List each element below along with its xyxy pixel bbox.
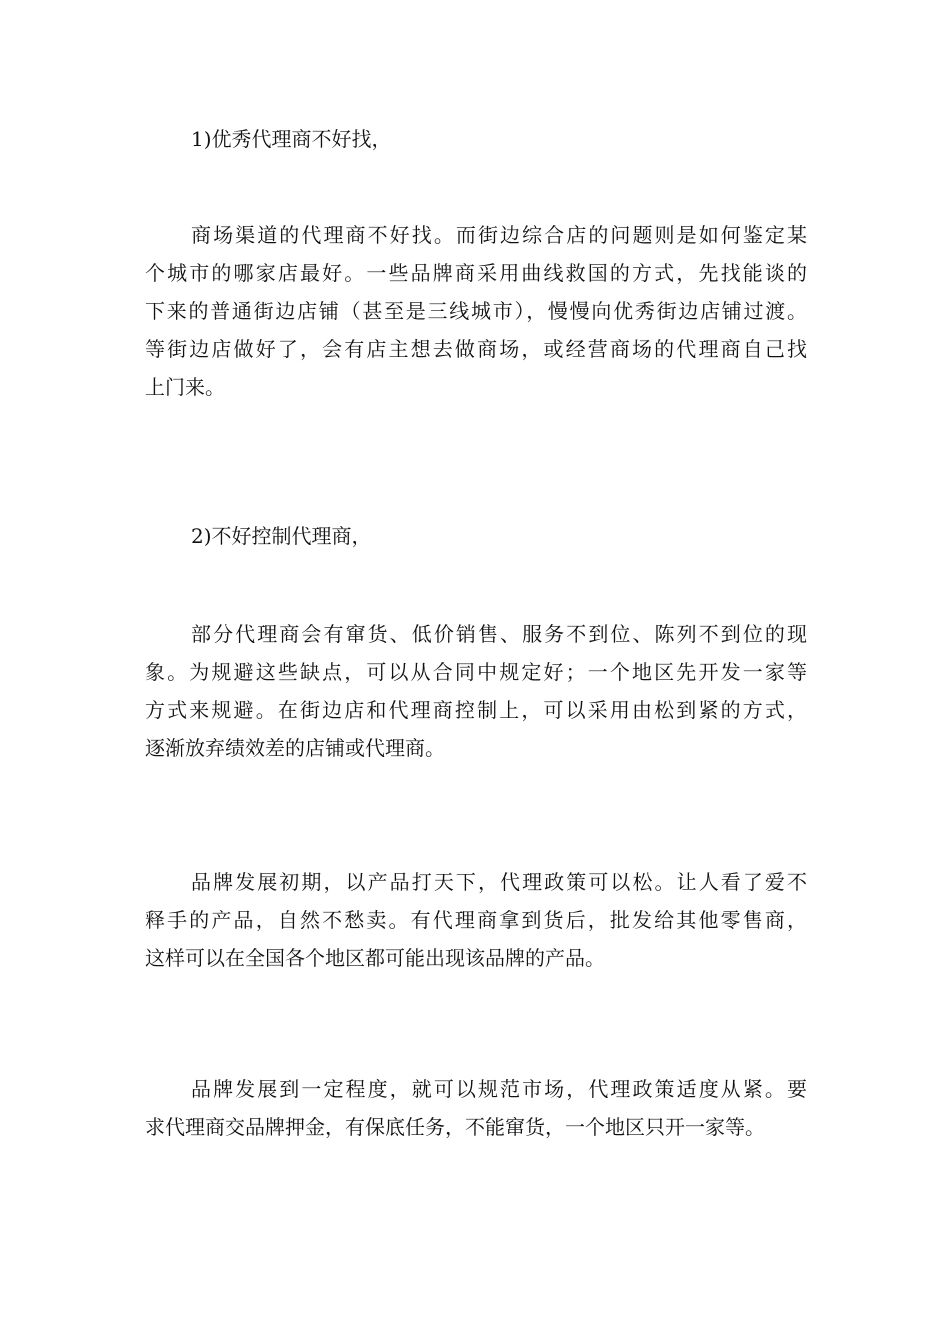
paragraph-line: 个城市的哪家店最好。一些品牌商采用曲线救国的方式，先找能谈的 (145, 261, 807, 285)
paragraph-line: 释手的产品，自然不愁卖。有代理商拿到货后，批发给其他零售商， (145, 908, 807, 932)
paragraph-line: 求代理商交品牌押金，有保底任务，不能窜货，一个地区只开一家等。 (145, 1115, 765, 1139)
paragraph-line: 方式来规避。在街边店和代理商控制上，可以采用由松到紧的方式， (145, 698, 807, 722)
section-heading-2: 2)不好控制代理商， (191, 524, 372, 548)
paragraph-line: 象。为规避这些缺点，可以从合同中规定好；一个地区先开发一家等 (145, 660, 807, 684)
paragraph-line: 品牌发展到一定程度，就可以规范市场，代理政策适度从紧。要 (191, 1077, 807, 1101)
paragraph-line: 下来的普通街边店铺（甚至是三线城市），慢慢向优秀街边店铺过渡。 (145, 299, 807, 323)
paragraph-line: 逐渐放弃绩效差的店铺或代理商。 (145, 736, 445, 760)
paragraph-line: 等街边店做好了，会有店主想去做商场，或经营商场的代理商自己找 (145, 337, 807, 361)
paragraph-line: 这样可以在全国各个地区都可能出现该品牌的产品。 (145, 946, 605, 970)
paragraph-4 (145, 1070, 807, 1146)
paragraph-line: 上门来。 (145, 375, 225, 399)
paragraph-line: 部分代理商会有窜货、低价销售、服务不到位、陈列不到位的现 (191, 622, 807, 646)
section-heading-1: 1)优秀代理商不好找， (191, 127, 392, 151)
paragraph-2 (145, 615, 807, 767)
paragraph-line: 品牌发展初期，以产品打天下，代理政策可以松。让人看了爱不 (191, 870, 807, 894)
paragraph-3 (145, 863, 807, 977)
paragraph-1 (145, 216, 807, 406)
paragraph-line: 商场渠道的代理商不好找。而街边综合店的问题则是如何鉴定某 (191, 223, 807, 247)
